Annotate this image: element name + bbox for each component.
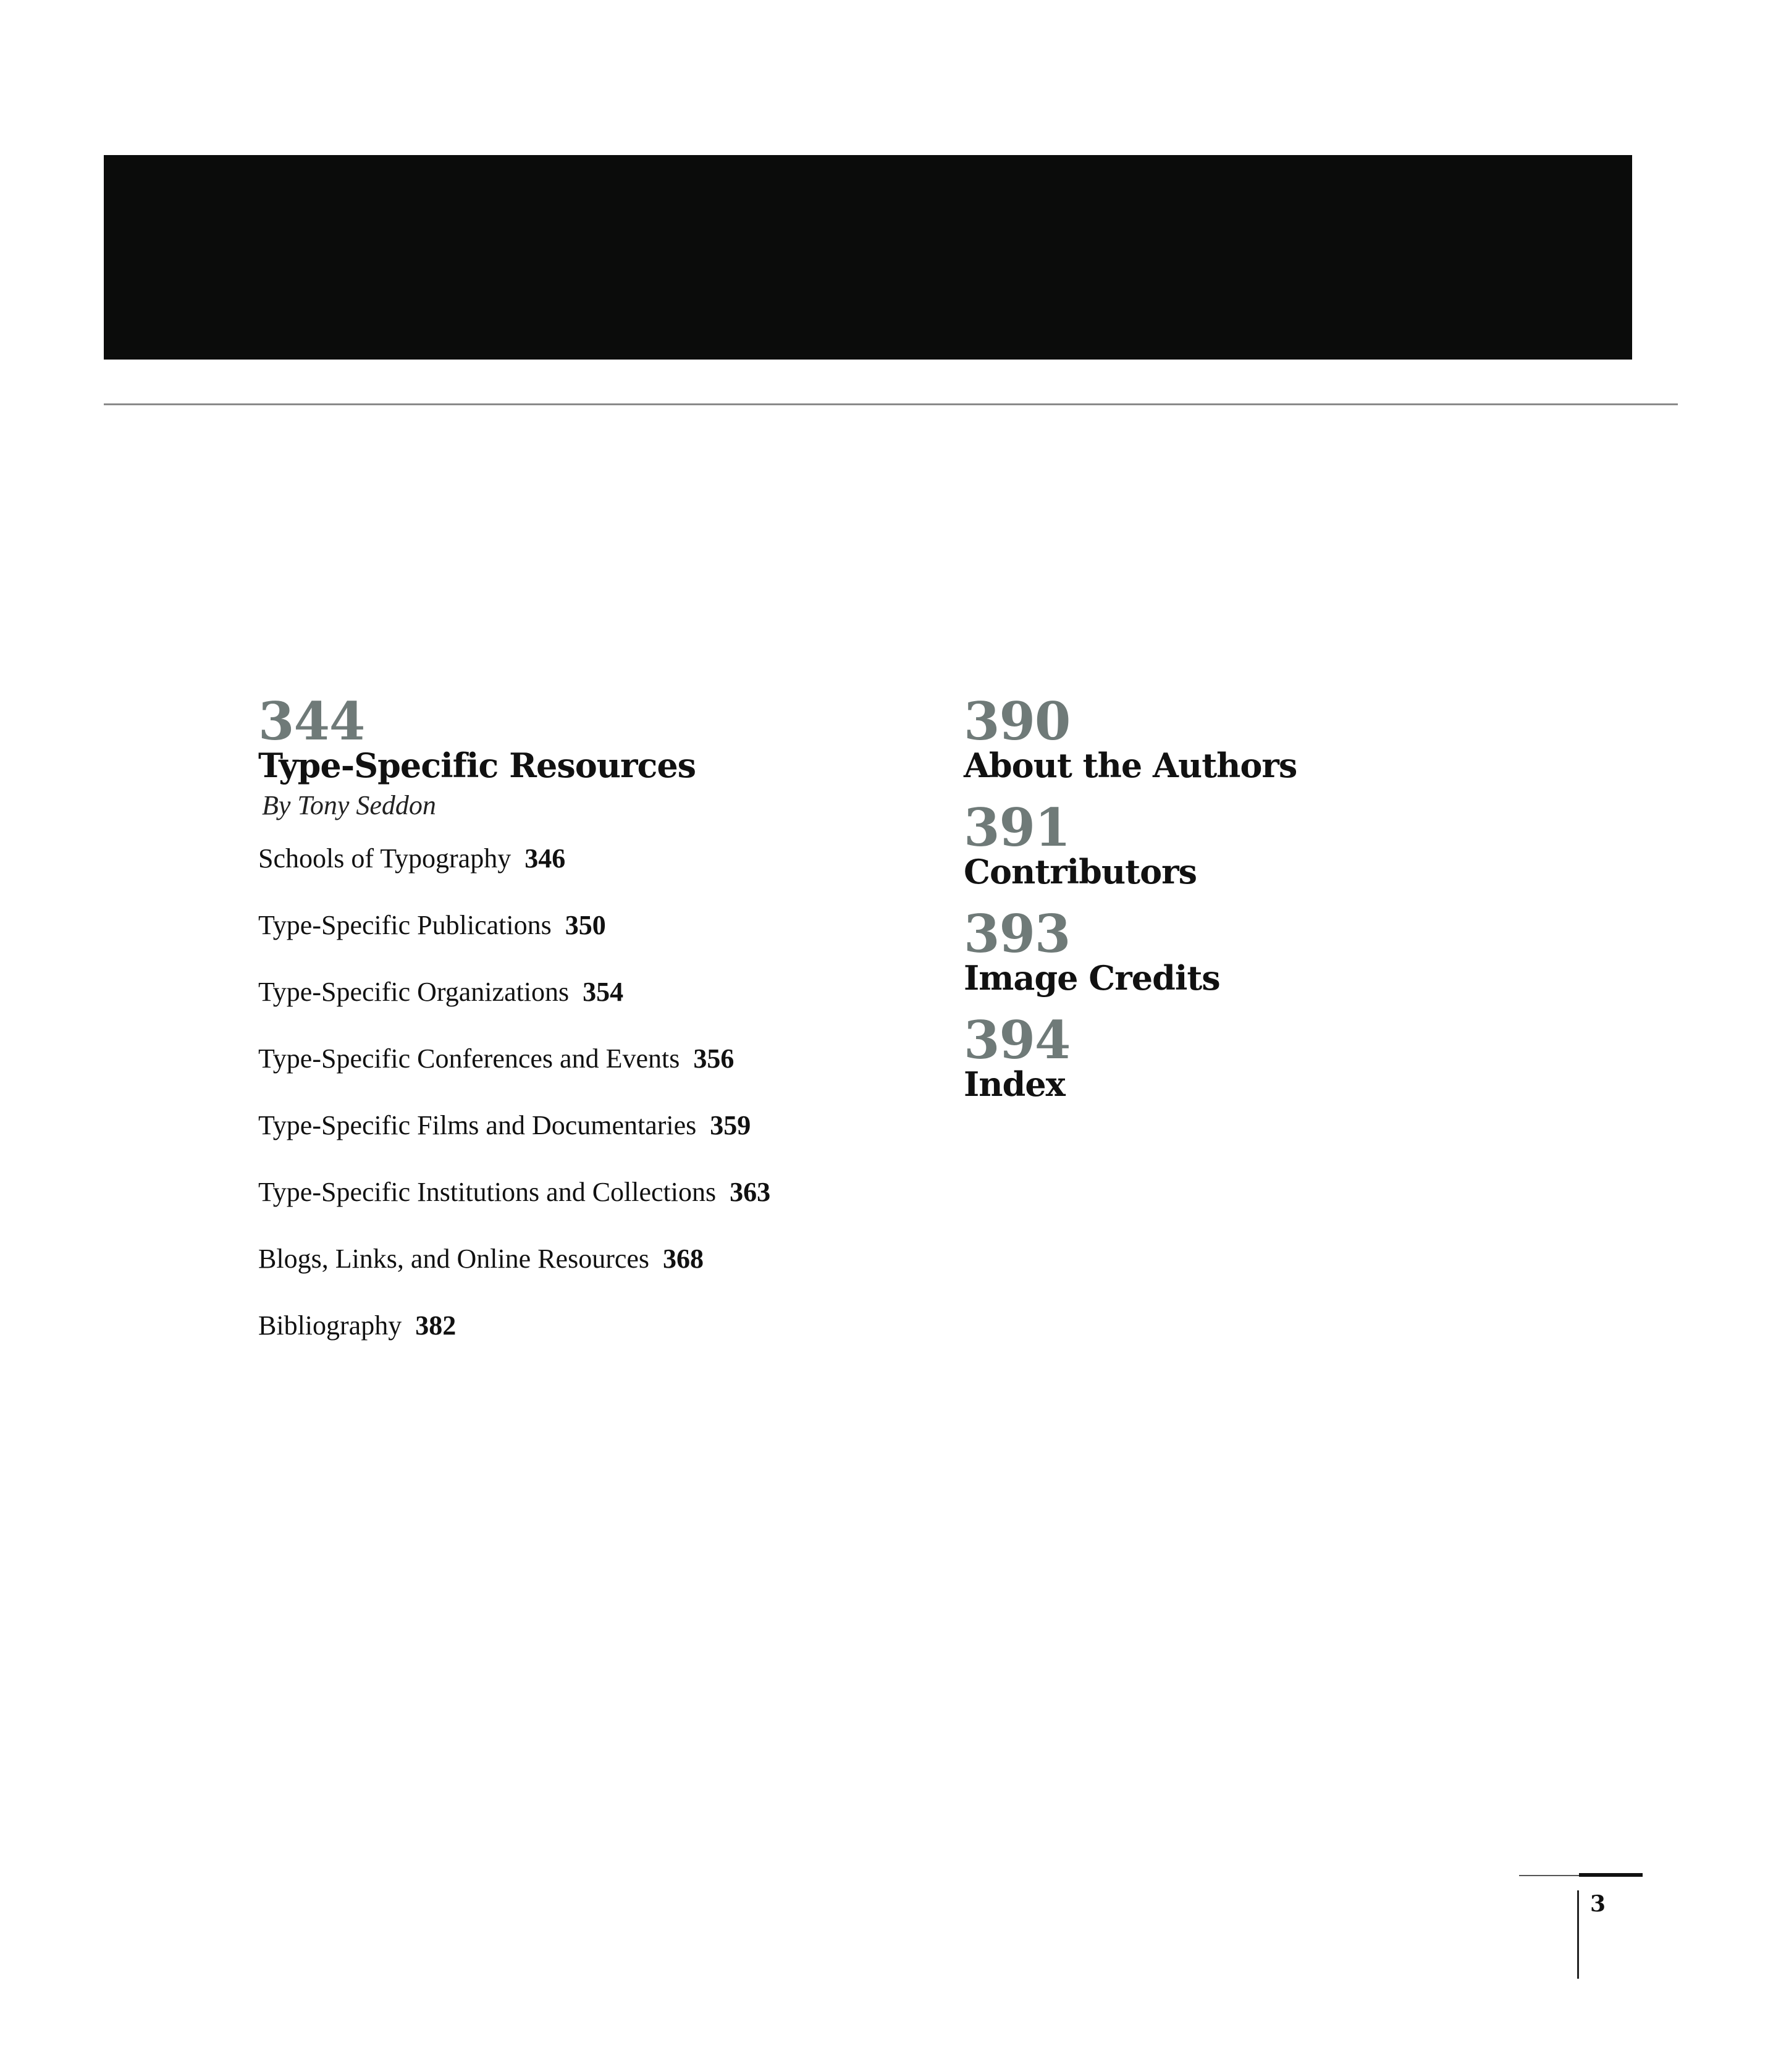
header-black-band	[104, 155, 1632, 360]
section-page-number: 390	[964, 691, 1071, 752]
toc-entry-page: 346	[524, 843, 566, 874]
toc-entry-label: Type-Specific Institutions and Collections	[258, 1177, 717, 1207]
section-page-number: 344	[258, 691, 365, 752]
toc-entry-page: 356	[693, 1043, 735, 1074]
section-page-number: 393	[964, 903, 1071, 964]
page-number: 3	[1590, 1891, 1606, 1917]
toc-entry[interactable]	[258, 976, 938, 1043]
folio-rule-accent	[1579, 1873, 1643, 1877]
toc-entry[interactable]	[258, 1310, 938, 1376]
header-divider-rule	[104, 403, 1678, 405]
toc-left-column	[258, 691, 938, 1376]
toc-entry[interactable]	[258, 1043, 938, 1110]
toc-entry-list	[258, 843, 938, 1376]
toc-entry-label: Schools of Typography	[258, 843, 512, 874]
section-page-number: 391	[964, 797, 1071, 858]
section-title: About the Authors	[964, 746, 1297, 785]
toc-entry-label: Blogs, Links, and Online Resources	[258, 1244, 650, 1274]
toc-entry[interactable]	[258, 909, 938, 976]
toc-entry[interactable]	[258, 1176, 938, 1243]
section-title: Index	[964, 1064, 1065, 1104]
toc-entry-label: Bibliography	[258, 1310, 402, 1341]
toc-entry-page: 359	[710, 1110, 751, 1140]
toc-entry-page: 363	[730, 1177, 771, 1207]
section-title: Image Credits	[964, 958, 1220, 998]
toc-entry-page: 368	[663, 1244, 704, 1274]
toc-section-about-authors[interactable]	[964, 691, 1581, 785]
toc-section-index[interactable]	[964, 1009, 1581, 1104]
section-title: Contributors	[964, 852, 1197, 891]
section-title[interactable]: Type-Specific Resources	[258, 746, 696, 785]
toc-entry[interactable]	[258, 1110, 938, 1176]
toc-entry-label: Type-Specific Organizations	[258, 977, 570, 1007]
section-byline: By Tony Seddon	[262, 790, 436, 820]
toc-entry-label: Type-Specific Films and Documentaries	[258, 1110, 697, 1140]
folio-vertical-rule	[1577, 1890, 1579, 1979]
toc-entry-label: Type-Specific Conferences and Events	[258, 1043, 680, 1074]
toc-section-image-credits[interactable]	[964, 903, 1581, 998]
toc-entry-page: 354	[583, 977, 624, 1007]
toc-entry-label: Type-Specific Publications	[258, 910, 552, 940]
toc-entry-page: 382	[415, 1310, 457, 1341]
toc-section-contributors[interactable]	[964, 797, 1581, 891]
toc-entry-page: 350	[565, 910, 606, 940]
toc-entry[interactable]	[258, 843, 938, 909]
toc-entry[interactable]	[258, 1243, 938, 1310]
toc-right-column	[964, 691, 1581, 1122]
section-page-number: 394	[964, 1009, 1071, 1071]
